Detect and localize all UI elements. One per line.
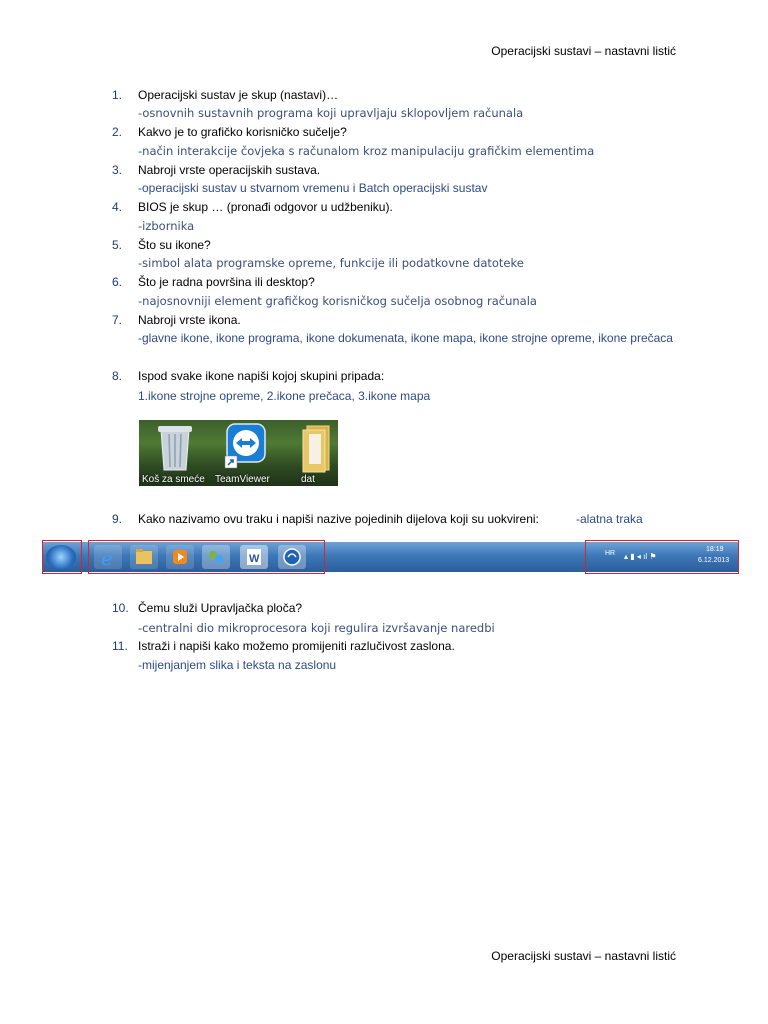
answer-text: -najosnovniji element grafičkog korisničkog sučelja osobnog računala xyxy=(138,294,537,308)
page-footer: Operacijski sustavi – nastavni listić xyxy=(491,949,676,963)
question-number: 8. xyxy=(112,369,123,383)
clock-time: 18:19 xyxy=(706,546,724,553)
folder-icon xyxy=(289,420,337,486)
question-number: 7. xyxy=(112,313,123,327)
question-text: Nabroji vrste operacijskih sustava. xyxy=(138,163,321,177)
question-text: Kakvo je to grafičko korisničko sučelje? xyxy=(138,125,347,139)
answer-text: -način interakcije čovjeka s računalom kroz manipulaciju grafičkim elementima xyxy=(138,144,595,158)
quick-launch-highlight xyxy=(88,540,325,574)
question-number: 5. xyxy=(112,238,123,252)
answer-text: -alatna traka xyxy=(576,512,643,526)
language-indicator: HR xyxy=(605,550,616,557)
question-text: Operacijski sustav je skup (nastavi)… xyxy=(138,88,339,102)
question-number: 9. xyxy=(112,512,123,526)
desktop-icons-image xyxy=(139,420,338,486)
question-number: 3. xyxy=(112,163,123,177)
notification-area-highlight xyxy=(585,540,739,574)
icon-label: Koš za smeće xyxy=(142,474,205,485)
answer-text: -osnovnih sustavnih programa koji upravljaju sklopovljem računala xyxy=(138,106,524,120)
start-button-highlight xyxy=(42,540,82,574)
answer-text: -glavne ikone, ikone programa, ikone dokumenata, ikone mapa, ikone strojne opreme, ikone prečaca xyxy=(138,331,673,345)
question-text: Nabroji vrste ikona. xyxy=(138,313,241,327)
question-number: 11. xyxy=(112,639,128,653)
question-number: 4. xyxy=(112,200,123,214)
answer-text: -operacijski sustav u stvarnom vremenu i Batch operacijski sustav xyxy=(138,181,488,195)
question-text: Čemu služi Upravljačka ploča? xyxy=(138,601,303,615)
icon-label: dat xyxy=(301,474,315,485)
svg-text:W: W xyxy=(249,553,260,565)
answer-text: 1.ikone strojne opreme, 2.ikone prečaca, 3.ikone mapa xyxy=(138,389,431,403)
clock-date: 6.12.2013 xyxy=(698,557,730,564)
question-text: Ispod svake ikone napiši kojoj skupini pripada: xyxy=(138,369,385,383)
answer-text: -centralni dio mikroprocesora koji regulira izvršavanje naredbi xyxy=(138,621,495,635)
question-number: 10. xyxy=(112,601,129,615)
answer-text: -izbornika xyxy=(138,219,195,233)
question-number: 2. xyxy=(112,125,123,139)
svg-text:e: e xyxy=(101,546,113,569)
icon-label: TeamViewer xyxy=(215,474,270,485)
recycle-bin-icon xyxy=(141,420,209,486)
question-number: 6. xyxy=(112,275,123,289)
tray-icons: ▴ ▮ ◂ ıl ⚑ xyxy=(624,552,657,561)
question-number: 1. xyxy=(112,88,123,102)
question-text: Što je radna površina ili desktop? xyxy=(138,275,315,289)
page-header: Operacijski sustavi – nastavni listić xyxy=(491,44,676,58)
question-text: Što su ikone? xyxy=(138,238,211,252)
question-text: Istraži i napiši kako možemo promijeniti razlučivost zaslona. xyxy=(138,639,455,653)
answer-text: -mijenjanjem slika i teksta na zaslonu xyxy=(138,658,337,672)
teamviewer-icon xyxy=(211,420,283,486)
question-text: Kako nazivamo ovu traku i napiši nazive pojedinih dijelova koji su uokvireni: xyxy=(138,512,539,526)
answer-text: -simbol alata programske opreme, funkcije ili podatkovne datoteke xyxy=(138,256,524,270)
question-text: BIOS je skup … (pronađi odgovor u udžbeniku). xyxy=(138,200,393,214)
